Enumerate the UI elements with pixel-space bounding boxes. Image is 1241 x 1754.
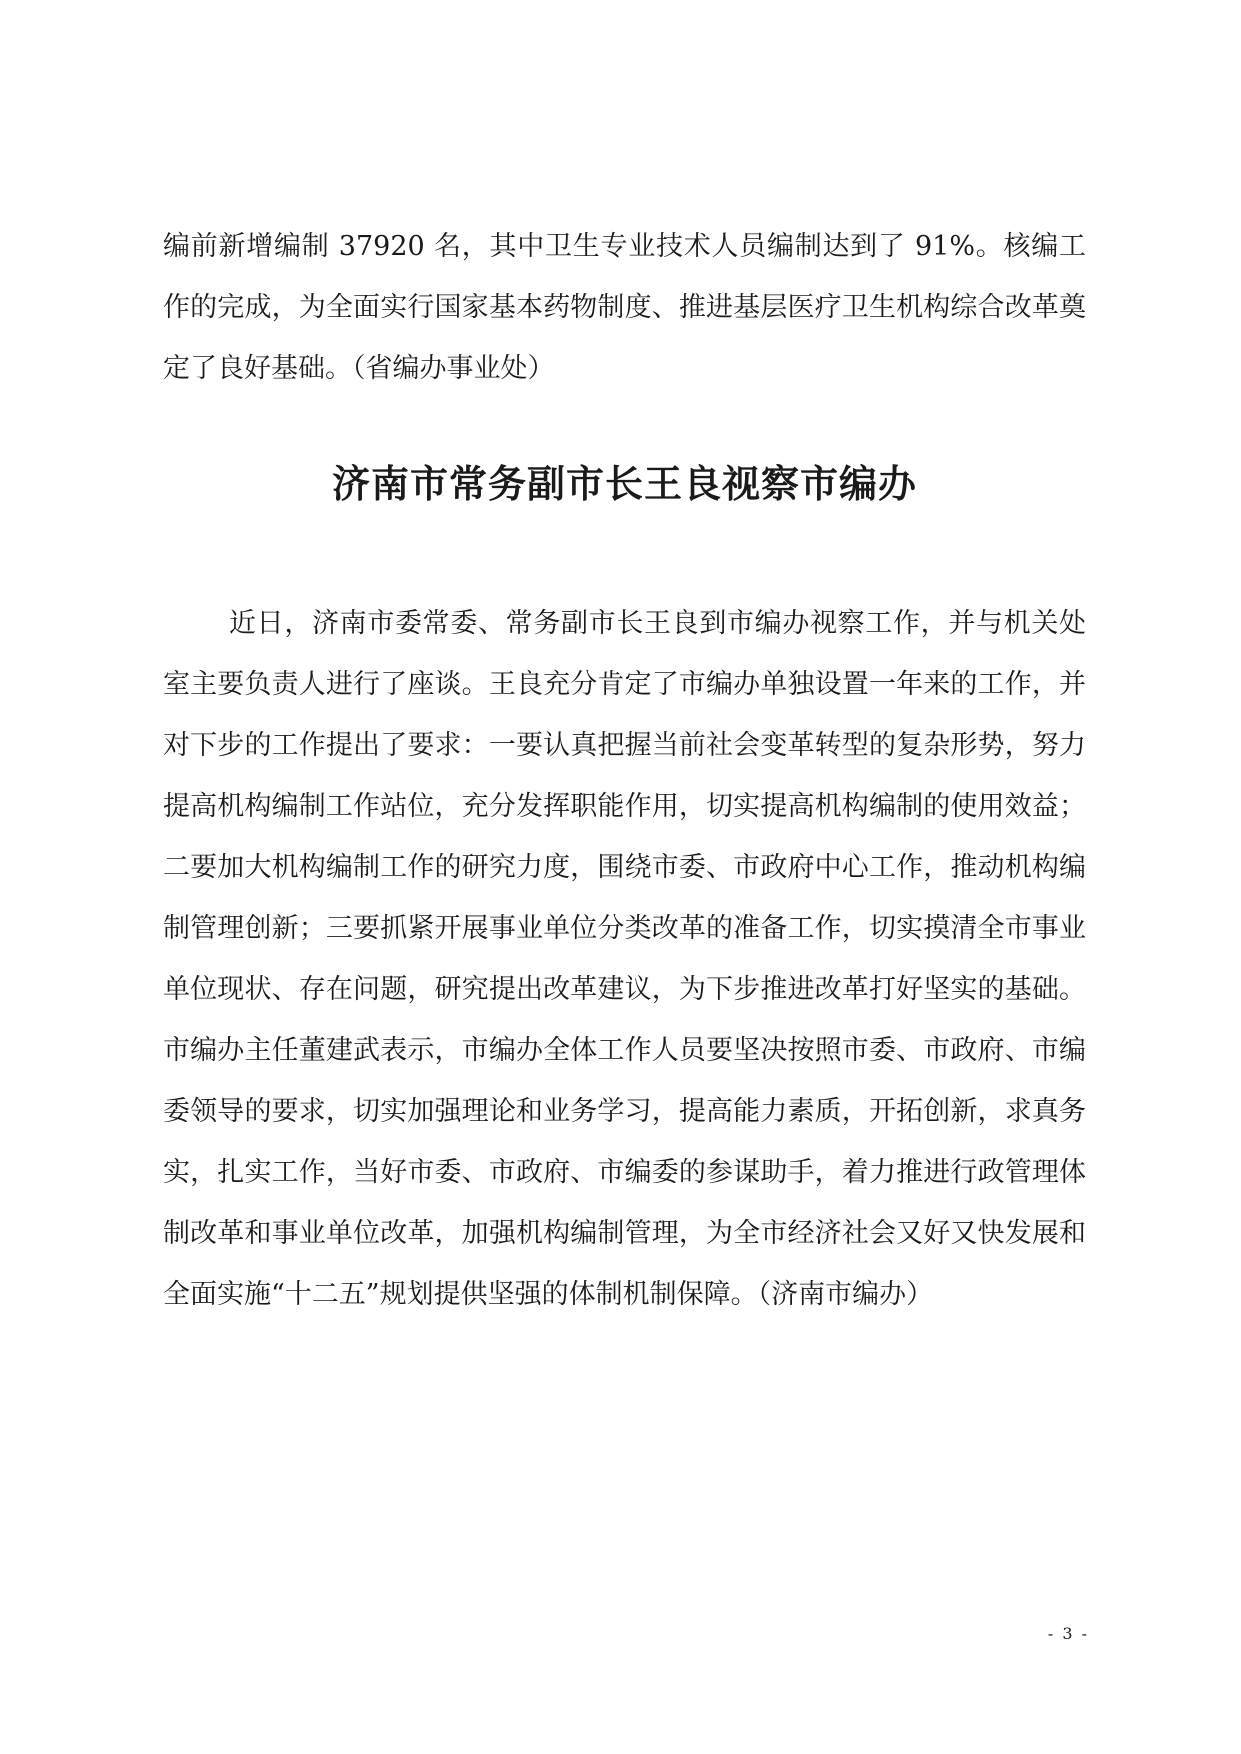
continued-paragraph: 编前新增编制 37920 名，其中卫生专业技术人员编制达到了 91%。核编工作的完成，为全面实行国家基本药物制度、推进基层医疗卫生机构综合改革奠定了良好基础。（省编办事业处） [163, 231, 1086, 384]
article-title: 济南市常务副市长王良视察市编办 [331, 461, 917, 506]
page-number: - 3 - [1047, 1624, 1089, 1643]
article-body-paragraph: 近日，济南市委常委、常务副市长王良到市编办视察工作，并与机关处室主要负责人进行了座谈。王良充分肯定了市编办单独设置一年来的工作，并对下步的工作提出了要求：一要认真把握当前社会变革转型的复杂形势，努力提高机构编制工作站位，充分发挥职能作用，切实提高机构编制的使用效益；二要加大机构编制工作的研究力度，围绕市委、市政府中心工作，推动机构编制管理创新；三要抓紧开展事业单位分类改革的准备工作，切实摸清全市事业单位现状、存在问题，研究提出改革建议，为下步推进改革打好坚实的基础。市编办主任董建武表示，市编办全体工作人员要坚决按照市委、市政府、市编委领导的要求，切实加强理论和业务学习，提高能力素质，开拓创新，求真务实，扎实工作，当好市委、市政府、市编委的参谋助手，着力推进行政管理体制改革和事业单位改革，加强机构编制管理，为全市经济社会又好又快发展和全面实施“十二五”规划提供坚强的体制机制保障。（济南市编办） [163, 608, 1086, 1310]
